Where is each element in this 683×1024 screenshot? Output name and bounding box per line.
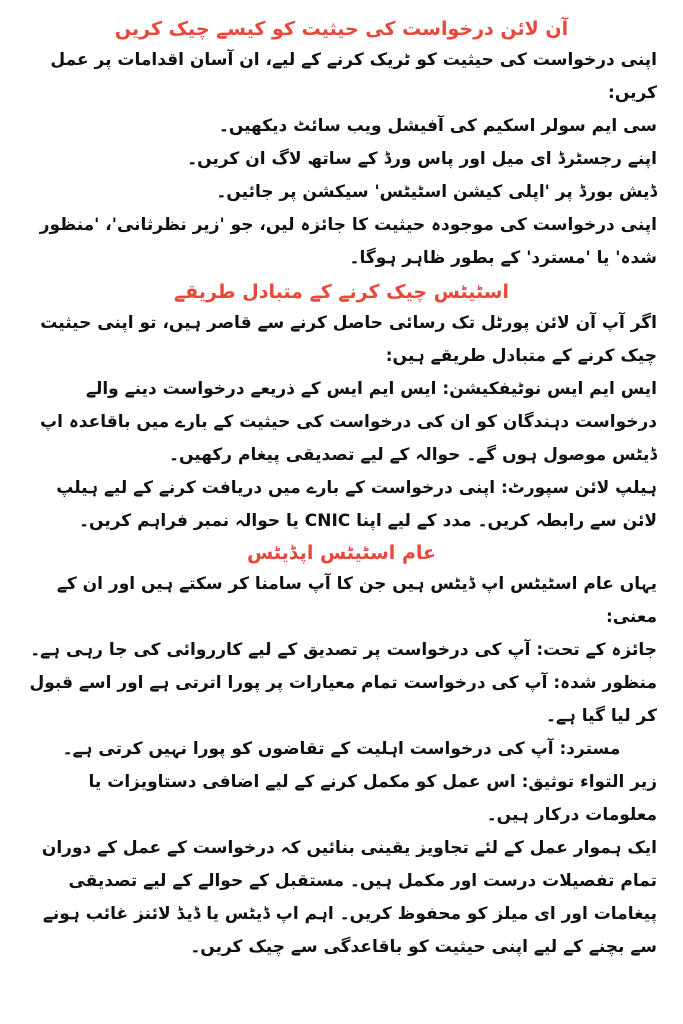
section-intro: اپنی درخواست کی حیثیت کو ٹریک کرنے کے لیے، ان آسان اقدامات پر عمل کریں: [50,50,657,103]
step-item: سی ایم سولر اسکیم کی آفیشل ویب سائٹ دیکھیں۔ [218,116,657,136]
section-heading-alternative-methods: اسٹیٹس چیک کرنے کے متبادل طریقے [174,281,509,303]
section-intro: یہاں عام اسٹیٹس اپ ڈیٹس ہیں جن کا آپ سامنا کر سکتے ہیں اور ان کے معنی: [56,574,657,627]
method-item: ہیلپ لائن سپورٹ: اپنی درخواست کے بارے میں دریافت کرنے کے لیے ہیلپ لائن سے رابطہ کریں۔ مدد کے لیے اپنا CNIC یا حوالہ نمبر فراہم کریں۔ [56,478,657,531]
status-item: مسترد: آپ کی درخواست اہلیت کے تقاضوں کو پورا نہیں کرتی ہے۔ [62,739,621,759]
status-item: منظور شدہ: آپ کی درخواست تمام معیارات پر پورا اترتی ہے اور اسے قبول کر لیا گیا ہے۔ [29,673,657,726]
method-item: ایس ایم ایس نوٹیفکیشن: ایس ایم ایس کے ذریعے درخواست دینے والے درخواست دہندگان کو ان کی درخواست کی حیثیت کے بارے میں باقاعدہ اپ ڈیٹس موصول ہوں گے۔ حوالہ کے لیے تصدیقی پیغام رکھیں۔ [40,379,657,465]
status-item: جائزہ کے تحت: آپ کی درخواست پر تصدیق کے لیے کارروائی کی جا رہی ہے۔ [30,640,657,660]
section-heading-common-status-updates: عام اسٹیٹس اپڈیٹس [247,542,436,564]
step-item: ڈیش بورڈ پر 'اپلی کیشن اسٹیٹس' سیکشن پر جائیں۔ [216,182,657,202]
step-item: اپنے رجسٹرڈ ای میل اور پاس ورڈ کے ساتھ لاگ ان کریں۔ [187,149,657,169]
closing-paragraph: ایک ہموار عمل کے لئے تجاویز یقینی بنائیں کہ درخواست کے عمل کے دوران تمام تفصیلات درست اور مکمل ہیں۔ مستقبل کے حوالے کے لیے تصدیقی پیغامات اور ای میلز کو محفوظ کریں۔ اہم اپ ڈیٹس یا ڈیڈ لائنز غائب ہونے سے بچنے کے لیے اپنی حیثیت کو باقاعدگی سے چیک کریں۔ [41,838,657,957]
step-item: اپنی درخواست کی موجودہ حیثیت کا جائزہ لیں، جو 'زیر نظرثانی'، 'منظور شدہ' یا 'مسترد' کے بطور ظاہر ہوگا۔ [39,215,657,268]
status-item: زیر التواء توثیق: اس عمل کو مکمل کرنے کے لیے اضافی دستاویزات یا معلومات درکار ہیں۔ [88,772,657,825]
section-intro: اگر آپ آن لائن پورٹل تک رسائی حاصل کرنے سے قاصر ہیں، تو اپنی حیثیت چیک کرنے کے متبادل طریقے ہیں: [40,313,657,366]
section-heading-check-status-online: آن لائن درخواست کی حیثیت کو کیسے چیک کریں [114,18,569,40]
